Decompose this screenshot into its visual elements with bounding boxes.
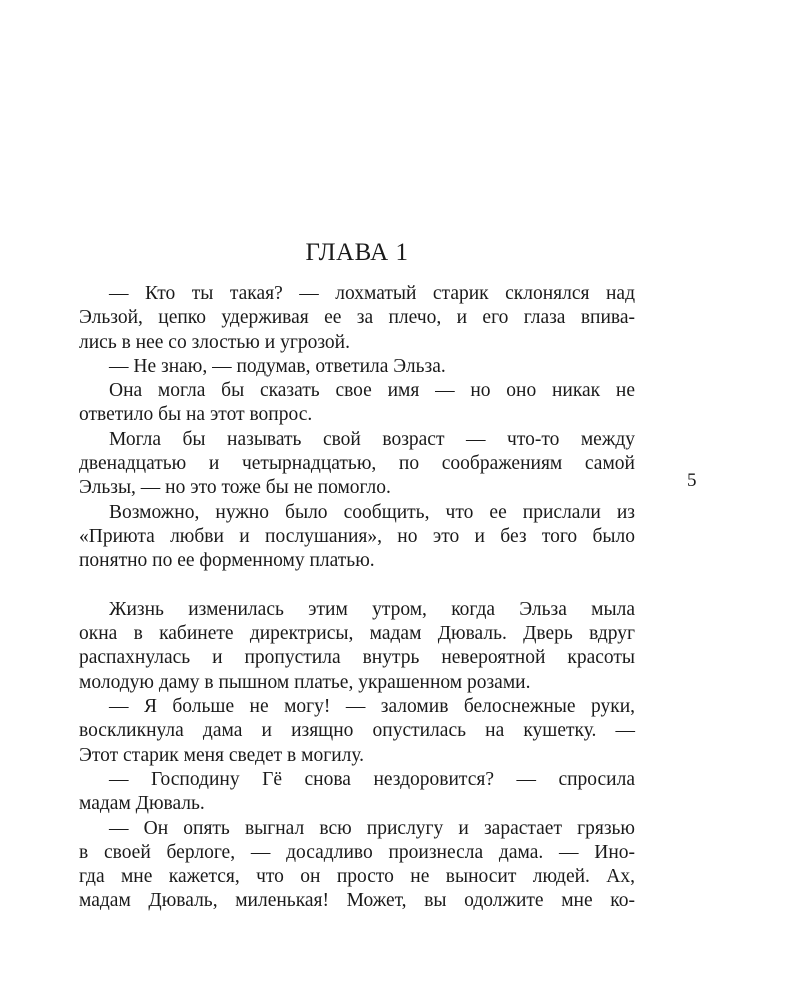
text-line: мадам Дюваль. bbox=[79, 793, 205, 815]
text-line: окна в кабинете директрисы, мадам Дюваль. Дверь вдруг bbox=[79, 623, 635, 645]
text-line: Эльзы, — но это тоже бы не помогло. bbox=[79, 477, 391, 499]
text-line: в своей берлоге, — досадливо произнесла дама. — Ино- bbox=[79, 841, 635, 863]
text-line: гда мне кажется, что он просто не выносит людей. Ах, bbox=[79, 866, 635, 888]
text-line: «Приюта любви и послушания», но это и без того было bbox=[79, 525, 635, 547]
text-line: — Кто ты такая? — лохматый старик склонялся над bbox=[109, 283, 635, 304]
text-line: мадам Дюваль, миленькая! Может, вы одолжите мне ко- bbox=[79, 890, 635, 912]
text-line: Могла бы называть свой возраст — что-то между bbox=[109, 428, 635, 450]
text-line: ответило бы на этот вопрос. bbox=[79, 404, 313, 426]
text-line: понятно по ее форменному платью. bbox=[79, 550, 375, 572]
chapter-title: ГЛАВА 1 bbox=[305, 239, 409, 266]
text-line: распахнулась и пропустила внутрь невероятной красоты bbox=[79, 647, 635, 669]
text-line: — Я больше не могу! — заломив белоснежные руки, bbox=[109, 696, 635, 718]
text-line: Эльзой, цепко удерживая ее за плечо, и его глаза впива- bbox=[79, 307, 635, 329]
text-line: Возможно, нужно было сообщить, что ее прислали из bbox=[109, 501, 635, 523]
text-line: Она могла бы сказать свое имя — но оно никак не bbox=[109, 380, 635, 402]
page-number: 5 bbox=[687, 470, 697, 491]
text-line: — Он опять выгнал всю прислугу и зарастает грязью bbox=[109, 817, 635, 839]
text-line: двенадцатью и четырнадцатью, по соображениям самой bbox=[79, 453, 635, 475]
text-line: лись в нее со злостью и угрозой. bbox=[79, 331, 350, 353]
text-line: — Не знаю, — подумав, ответила Эльза. bbox=[109, 355, 446, 377]
text-line: Этот старик меня сведет в могилу. bbox=[79, 744, 365, 766]
text-line: Жизнь изменилась этим утром, когда Эльза мыла bbox=[109, 598, 635, 620]
text-line: — Господину Гё снова нездоровится? — спросила bbox=[109, 768, 635, 790]
page-body-text bbox=[79, 282, 635, 914]
text-line: молодую даму в пышном платье, украшенном розами. bbox=[79, 671, 531, 693]
section-break bbox=[79, 574, 635, 598]
text-line: воскликнула дама и изящно опустилась на кушетку. — bbox=[79, 720, 635, 742]
